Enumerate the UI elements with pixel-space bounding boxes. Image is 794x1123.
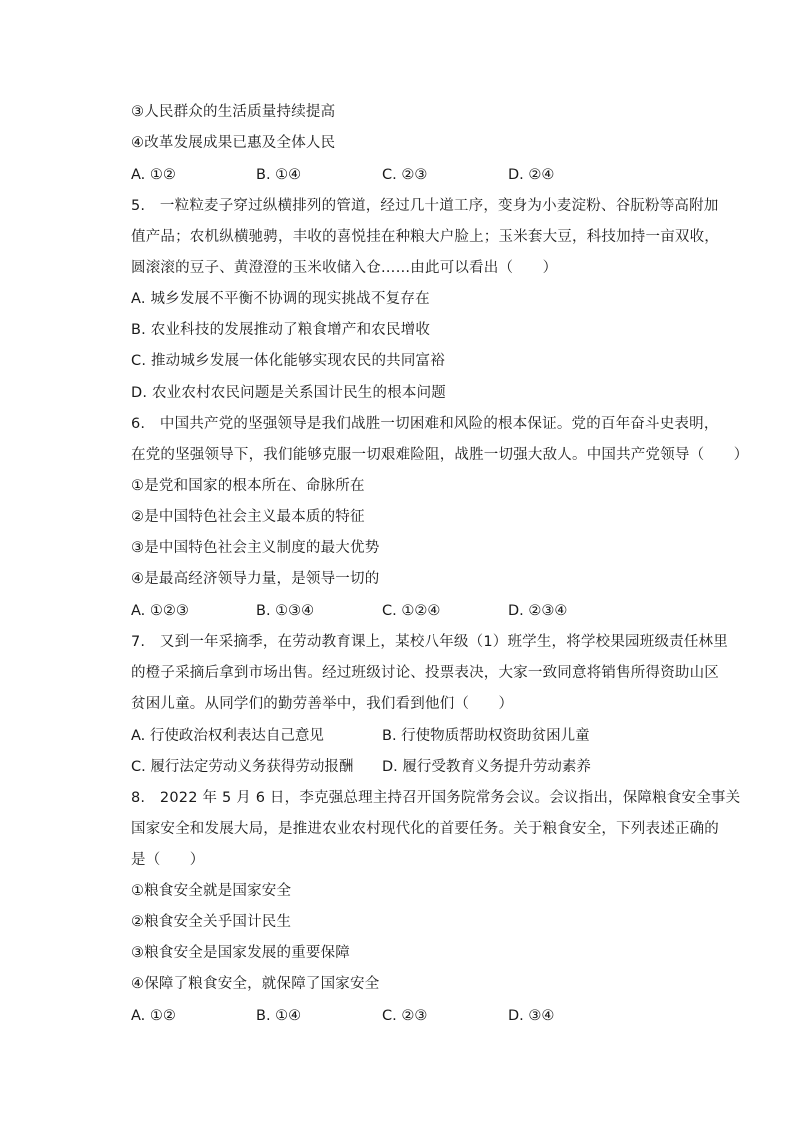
q5-option-c: C. 推动城乡发展一体化能够实现农民的共同富裕 [131,353,445,369]
q5-stem-line-3: 圆滚滚的豆子、黄澄澄的玉米收储入仓……由此可以看出（ ） [131,260,558,276]
q6-item-1: ①是党和国家的根本所在、命脉所在 [131,478,365,494]
q7-option-b: B. 行使物质帮助权资助贫困儿童 [382,728,590,744]
q8-item-1: ①粮食安全就是国家安全 [131,883,292,899]
q8-item-4: ④保障了粮食安全，就保障了国家安全 [131,976,380,992]
q7-option-a: A. 行使政治权利表达自己意见 [131,728,324,744]
q8-stem-line-1: 8. 2022 年 5 月 6 日，李克强总理主持召开国务院常务会议。会议指出，保障粮食安全事关 [131,790,741,806]
q5-stem-line-1: 5. 一粒粒麦子穿过纵横排列的管道，经过几十道工序，变身为小麦淀粉、谷朊粉等高附加 [131,198,719,214]
q4-option-d: D. ②④ [508,167,555,183]
q6-option-c: C. ①②④ [382,603,441,619]
q8-item-2: ②粮食安全关乎国计民生 [131,914,292,930]
q4-item-3: ③人民群众的生活质量持续提高 [131,104,336,120]
q8-option-c: C. ②③ [382,1008,428,1024]
q4-item-4: ④改革发展成果已惠及全体人民 [131,135,336,151]
q8-item-3: ③粮食安全是国家发展的重要保障 [131,945,350,961]
q6-option-b: B. ①③④ [256,603,315,619]
q6-item-2: ②是中国特色社会主义最本质的特征 [131,509,365,525]
q8-stem-line-3: 是（ ） [131,852,205,868]
q6-option-a: A. ①②③ [131,603,189,619]
q5-option-d: D. 农业农村农民问题是关系国计民生的根本问题 [131,385,446,401]
q6-item-3: ③是中国特色社会主义制度的最大优势 [131,540,380,556]
q6-stem-line-2: 在党的坚强领导下，我们能够克服一切艰难险阻，战胜一切强大敌人。中国共产党领导（ ） [131,447,749,463]
q6-option-d: D. ②③④ [508,603,568,619]
q7-stem-line-3: 贫困儿童。从同学们的勤劳善举中，我们看到他们（ ） [131,696,514,712]
q5-option-a: A. 城乡发展不平衡不协调的现实挑战不复存在 [131,291,430,307]
q8-option-a: A. ①② [131,1008,176,1024]
q8-option-b: B. ①④ [256,1008,302,1024]
q6-item-4: ④是最高经济领导力量，是领导一切的 [131,571,380,587]
q4-option-a: A. ①② [131,167,176,183]
q7-stem-line-1: 7. 又到一年采摘季，在劳动教育课上，某校八年级（1）班学生，将学校果园班级责任林里 [131,634,728,650]
q7-stem-line-2: 的橙子采摘后拿到市场出售。经过班级讨论、投票表决，大家一致同意将销售所得资助山区 [131,665,719,681]
q5-stem-line-2: 值产品；农机纵横驰骋，丰收的喜悦挂在种粮大户脸上；玉米套大豆，科技加持一亩双收， [131,229,719,245]
q6-stem-line-1: 6. 中国共产党的坚强领导是我们战胜一切困难和风险的根本保证。党的百年奋斗史表明， [131,416,719,432]
q5-option-b: B. 农业科技的发展推动了粮食增产和农民增收 [131,322,431,338]
q4-option-c: C. ②③ [382,167,428,183]
q7-option-d: D. 履行受教育义务提升劳动素养 [382,759,591,775]
q7-option-c: C. 履行法定劳动义务获得劳动报酬 [131,759,354,775]
q4-option-b: B. ①④ [256,167,302,183]
q8-option-d: D. ③④ [508,1008,555,1024]
q8-stem-line-2: 国家安全和发展大局，是推进农业农村现代化的首要任务。关于粮食安全，下列表述正确的 [131,821,719,837]
